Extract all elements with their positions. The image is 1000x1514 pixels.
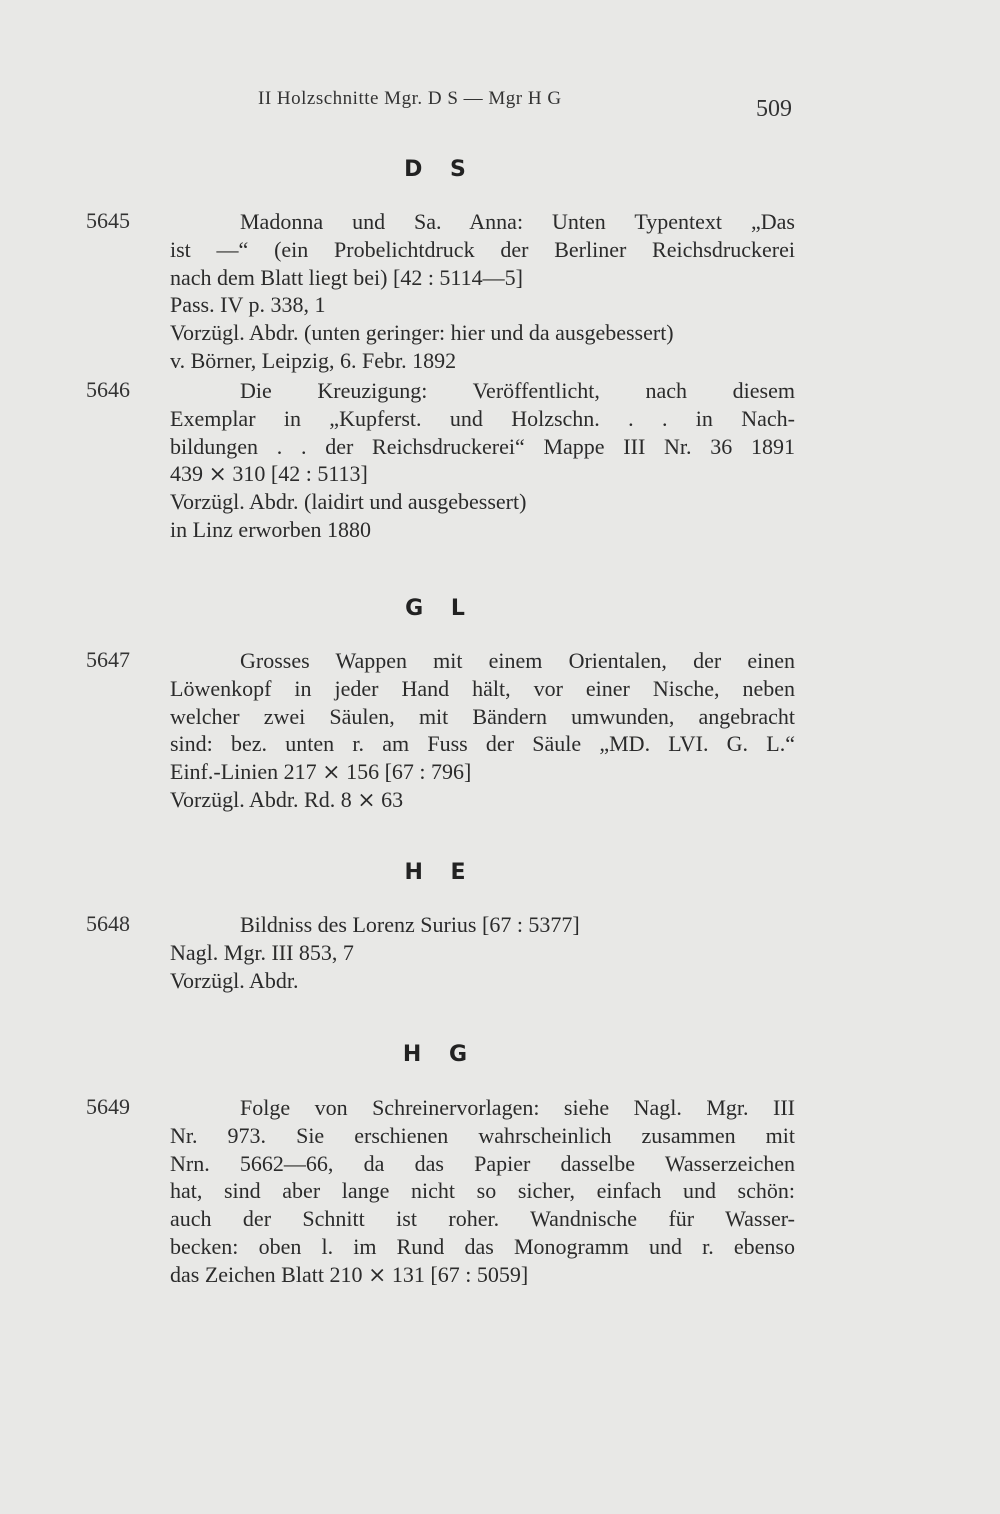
entry-line: welcher zwei Säulen, mit Bändern umwunden, angebracht xyxy=(170,703,795,729)
entry-line: Nr. 973. Sie erschienen wahrscheinlich zusammen mit xyxy=(170,1122,795,1148)
entry-line: Einf.-Linien 217 ⨯ 156 [67 : 796] xyxy=(170,759,472,785)
entry-line: Nagl. Mgr. III 853, 7 xyxy=(170,939,354,965)
entry-line: Nrn. 5662—66, da das Papier dasselbe Wasserzeichen xyxy=(170,1150,795,1176)
entry-line: 439 ⨯ 310 [42 : 5113] xyxy=(170,461,368,487)
entry-line: nach dem Blatt liegt bei) [42 : 5114—5] xyxy=(170,264,523,290)
entry-number: 5649 xyxy=(86,1094,130,1119)
entry-text xyxy=(170,911,800,994)
entry-text xyxy=(170,647,800,814)
entry-line: becken: oben l. im Rund das Monogramm und r. ebenso xyxy=(170,1233,795,1259)
entry-line: Vorzügl. Abdr. (unten geringer: hier und da ausgebessert) xyxy=(170,320,674,346)
section-heading-hg: H G xyxy=(402,1042,478,1067)
entry-line: Löwenkopf in jeder Hand hält, vor einer Nische, neben xyxy=(170,675,795,701)
section-heading-gl: G L xyxy=(405,596,475,621)
entry-text xyxy=(170,208,800,375)
entry-line: Folge von Schreinervorlagen: siehe Nagl. Mgr. III xyxy=(240,1095,795,1120)
entry-line: Madonna und Sa. Anna: Unten Typentext „Das xyxy=(240,209,795,234)
entry-line: sind: bez. unten r. am Fuss der Säule „MD. LVI. G. L.“ xyxy=(170,731,795,757)
page-number: 509 xyxy=(756,96,792,122)
section-heading-he: H E xyxy=(404,860,476,885)
entry-number: 5647 xyxy=(86,647,130,672)
running-head: II Holzschnitte Mgr. D S — Mgr H G xyxy=(258,88,562,109)
entry-line: hat, sind aber lange nicht so sicher, einfach und schön: xyxy=(170,1178,795,1204)
entry-line: Vorzügl. Abdr. (laidirt und ausgebessert) xyxy=(170,489,527,515)
entry-text xyxy=(170,377,800,544)
entry-line: Vorzügl. Abdr. xyxy=(170,967,299,993)
entry-line: Bildniss des Lorenz Surius [67 : 5377] xyxy=(240,912,580,937)
entry-line: v. Börner, Leipzig, 6. Febr. 1892 xyxy=(170,347,457,373)
entry-line: in Linz erworben 1880 xyxy=(170,516,371,542)
entry-line: auch der Schnitt ist roher. Wandnische für Wasser- xyxy=(170,1206,795,1232)
entry-line: das Zeichen Blatt 210 ⨯ 131 [67 : 5059] xyxy=(170,1261,529,1287)
entry-text xyxy=(170,1094,800,1289)
entry-line: Die Kreuzigung: Veröffentlicht, nach diesem xyxy=(240,378,795,403)
entry-number: 5646 xyxy=(86,377,130,402)
entry-number: 5648 xyxy=(86,911,130,936)
entry-line: Exemplar in „Kupferst. und Holzschn. . . in Nach- xyxy=(170,405,795,431)
entry-line: bildungen . . der Reichsdruckerei“ Mappe III Nr. 36 1891 xyxy=(170,433,795,459)
entry-line: Pass. IV p. 338, 1 xyxy=(170,292,326,318)
entry-line: Vorzügl. Abdr. Rd. 8 ⨯ 63 xyxy=(170,786,404,812)
entry-number: 5645 xyxy=(86,208,130,233)
section-heading-ds: D S xyxy=(404,157,476,182)
entry-line: Grosses Wappen mit einem Orientalen, der einen xyxy=(240,648,795,673)
entry-line: ist —“ (ein Probelichtdruck der Berliner Reichsdruckerei xyxy=(170,236,795,262)
